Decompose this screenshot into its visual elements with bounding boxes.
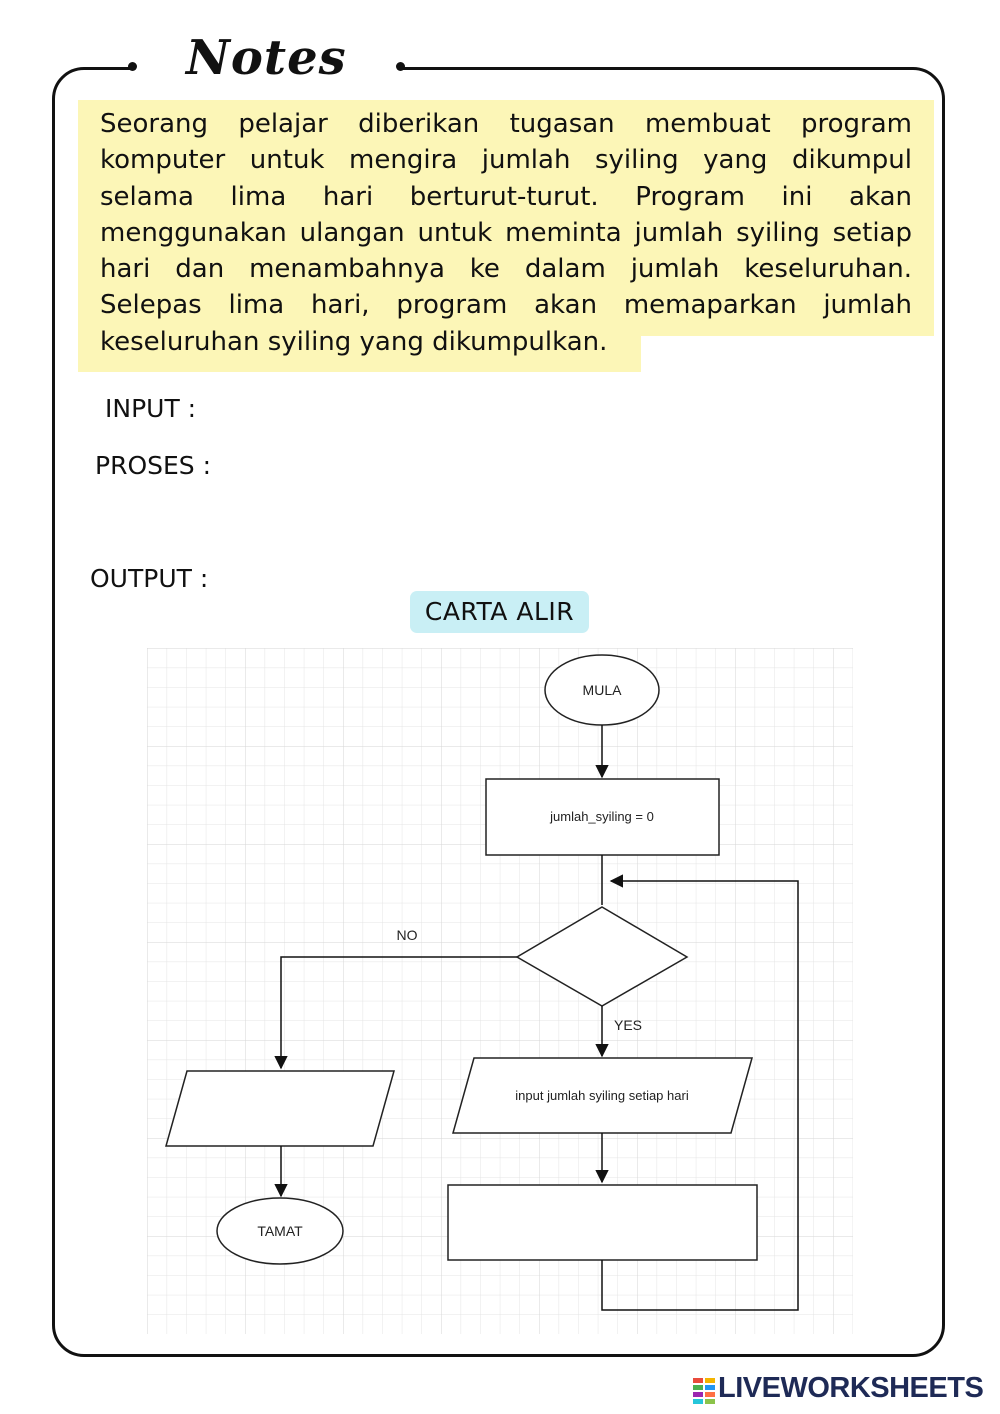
liveworksheets-brand[interactable]: LIVEWORKSHEETS (718, 1372, 984, 1404)
end-label: TAMAT (257, 1223, 303, 1239)
input-label: INPUT : (105, 394, 197, 423)
output-label: OUTPUT : (90, 564, 209, 593)
sum-process-box[interactable] (448, 1185, 757, 1260)
start-label: MULA (582, 682, 622, 698)
yes-label: YES (614, 1017, 643, 1033)
no-label: NO (396, 927, 418, 943)
output-io-box[interactable] (166, 1071, 394, 1146)
input-step-label: input jumlah syiling setiap hari (515, 1088, 689, 1103)
proses-label: PROSES : (95, 451, 212, 480)
flowchart-heading: CARTA ALIR (410, 591, 589, 633)
init-label: jumlah_syiling = 0 (550, 809, 654, 824)
notes-title: Notes (186, 30, 347, 86)
problem-statement: Seorang pelajar diberikan tugasan membuat program komputer untuk mengira jumlah syiling yang dikumpul selama lima hari berturut-turut. Program ini akan menggunakan ulangan untuk meminta jumlah syiling setiap hari dan menambahnya ke dalam jumlah keseluruhan. Selepas lima hari, program akan memaparkan jumlah keseluruhan syiling yang dikumpulkan. (100, 109, 912, 357)
liveworksheets-logo-icon (693, 1376, 717, 1406)
